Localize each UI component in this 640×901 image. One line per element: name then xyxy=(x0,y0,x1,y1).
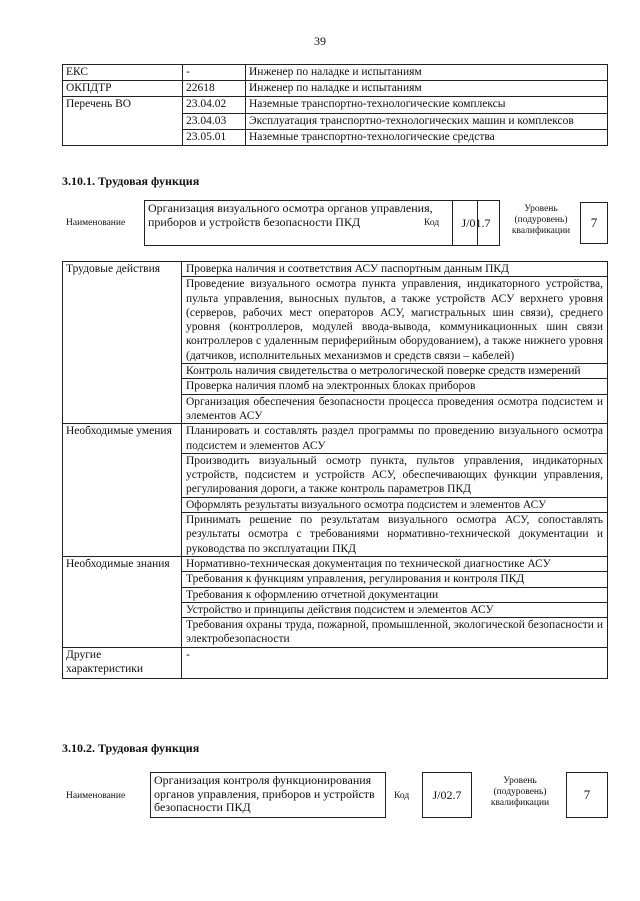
info-label: ОКПДТР xyxy=(63,81,183,97)
list-item: Проверка наличия пломб на электронных блоках приборов xyxy=(182,379,608,394)
info-table xyxy=(62,64,608,146)
page-number: 39 xyxy=(314,34,326,48)
table-row xyxy=(63,97,608,113)
function-code: J/02.7 xyxy=(422,772,472,818)
section-heading-function-1: 3.10.1. Трудовая функция xyxy=(62,174,200,188)
list-item: Контроль наличия свидетельства о метрологической поверке средств измерений xyxy=(182,364,608,379)
function-2-header xyxy=(62,772,608,820)
list-item: Планировать и составлять раздел программы по проведению визуального осмотра подсистем и элементов АСУ xyxy=(182,424,608,454)
table-row xyxy=(63,556,608,571)
info-label: ЕКС xyxy=(63,65,183,81)
list-item: Организация обеспечения безопасности процесса проведения осмотра подсистем и элементов АСУ xyxy=(182,394,608,424)
qualification-level: 7 xyxy=(580,202,608,244)
list-item: - xyxy=(182,647,608,678)
list-item: Требования охраны труда, пожарной, промышленной, экологической безопасности и электробезопасности xyxy=(182,618,608,648)
level-label: Уровень (подуровень) квалификации xyxy=(511,204,571,236)
list-item: Проверка наличия и соответствия АСУ паспортным данным ПКД xyxy=(182,262,608,277)
table-row xyxy=(63,647,608,678)
code-label: Код xyxy=(394,791,410,801)
function-1-table xyxy=(62,261,608,679)
code-label: Код xyxy=(424,218,440,228)
info-code: 23.04.03 xyxy=(183,113,246,129)
level-label: Уровень (подуровень) квалификации xyxy=(490,776,550,808)
list-item: Нормативно-техническая документация по технической диагностике АСУ xyxy=(182,556,608,571)
info-name: Наземные транспортно-технологические комплексы xyxy=(246,97,608,113)
info-name: Эксплуатация транспортно-технологических машин и комплексов xyxy=(246,113,608,129)
section-heading-function-2: 3.10.2. Трудовая функция xyxy=(62,741,200,755)
info-code: - xyxy=(183,65,246,81)
table-row xyxy=(63,81,608,97)
category-labor-actions: Трудовые действия xyxy=(63,262,182,424)
info-name: Наземные транспортно-технологические средства xyxy=(246,129,608,145)
category-other: Другие характеристики xyxy=(63,647,182,678)
function-name: Организация контроля функционирования органов управления, приборов и устройств безопасности ПКД xyxy=(150,772,386,818)
table-row xyxy=(63,262,608,277)
list-item: Требования к оформлению отчетной документации xyxy=(182,587,608,602)
info-code: 23.04.02 xyxy=(183,97,246,113)
qualification-level: 7 xyxy=(566,772,608,818)
table-row xyxy=(63,65,608,81)
list-item: Проведение визуального осмотра пункта управления, индикаторного устройства, пульта управления, выносных пультов, а также устройств АСУ верхнего уровня (серверов, рабочих мест операторов АСУ, магистральных шин связи), среднего уровня (контроллеров, модулей ввода-вывода, коммуникационных шин связи контроллеров с удаленным периферийным оборудованием), а также нижнего уровня (датчиков, исполнительных механизмов и средств связи – кабелей) xyxy=(182,277,608,364)
info-label: Перечень ВО xyxy=(63,97,183,146)
info-name: Инженер по наладке и испытаниям xyxy=(246,65,608,81)
name-label: Наименование xyxy=(66,791,126,801)
list-item: Принимать решение по результатам визуального осмотра АСУ, сопоставлять результаты осмотра с требованиями нормативно-технической документации и руководства по эксплуатации ПКД xyxy=(182,513,608,557)
list-item: Устройство и принципы действия подсистем и элементов АСУ xyxy=(182,602,608,617)
function-name: Организация визуального осмотра органов управления, приборов и устройств безопасности ПКД xyxy=(144,200,478,246)
category-knowledge: Необходимые знания xyxy=(63,556,182,647)
list-item: Оформлять результаты визуального осмотра подсистем и элементов АСУ xyxy=(182,497,608,512)
name-label: Наименование xyxy=(66,218,126,228)
function-1-header xyxy=(62,200,608,248)
table-row xyxy=(63,424,608,454)
info-code: 23.05.01 xyxy=(183,129,246,145)
info-code: 22618 xyxy=(183,81,246,97)
list-item: Производить визуальный осмотр пункта, пультов управления, индикаторных устройств, подсистем и устройств АСУ, обеспечивающих функции управления, регулирования дороги, а также контроль параметров ПКД xyxy=(182,453,608,497)
list-item: Требования к функциям управления, регулирования и контроля ПКД xyxy=(182,572,608,587)
info-name: Инженер по наладке и испытаниям xyxy=(246,81,608,97)
category-skills: Необходимые умения xyxy=(63,424,182,557)
function-code: J/01.7 xyxy=(452,200,500,246)
